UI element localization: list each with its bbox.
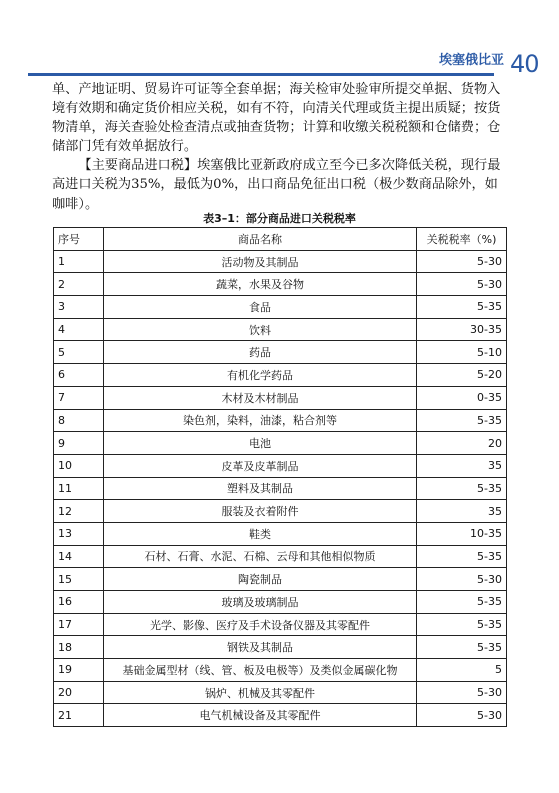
row-commodity: 服装及衣着附件	[104, 500, 417, 523]
table-row	[54, 545, 507, 568]
row-number: 17	[54, 613, 104, 636]
row-number: 6	[54, 364, 104, 387]
row-rate: 5-30	[417, 704, 507, 727]
row-rate: 5-30	[417, 250, 507, 273]
row-rate: 0-35	[417, 386, 507, 409]
row-rate: 5-35	[417, 296, 507, 319]
row-commodity: 食品	[104, 296, 417, 319]
table-header-row	[54, 228, 507, 251]
row-commodity: 木材及木材制品	[104, 386, 417, 409]
paragraph-import-tax: 【主要商品进口税】埃塞俄比亚新政府成立至今已多次降低关税，现行最高进口关税为35%，最低为0%，出口商品免征出口税（极少数商品除外，如咖啡）。	[52, 158, 501, 212]
row-number: 14	[54, 545, 104, 568]
row-commodity: 有机化学药品	[104, 364, 417, 387]
row-rate: 5	[417, 659, 507, 682]
header-country-name: 埃塞俄比亚	[438, 53, 504, 68]
row-number: 1	[54, 250, 104, 273]
row-commodity: 基础金属型材（线、管、板及电极等）及类似金属碳化物	[104, 659, 417, 682]
row-commodity: 光学、影像、医疗及手术设备仪器及其零配件	[104, 613, 417, 636]
row-number: 16	[54, 591, 104, 614]
table-row	[54, 522, 507, 545]
table-row	[54, 273, 507, 296]
row-rate: 35	[417, 500, 507, 523]
row-commodity: 钢铁及其制品	[104, 636, 417, 659]
row-number: 2	[54, 273, 104, 296]
table-row	[54, 250, 507, 273]
table-row	[54, 341, 507, 364]
row-commodity: 鞋类	[104, 522, 417, 545]
page-number: 40	[510, 50, 539, 78]
table-row	[54, 681, 507, 704]
row-number: 11	[54, 477, 104, 500]
row-commodity: 塑料及其制品	[104, 477, 417, 500]
table-row	[54, 318, 507, 341]
row-number: 21	[54, 704, 104, 727]
row-rate: 5-35	[417, 409, 507, 432]
row-number: 7	[54, 386, 104, 409]
row-commodity: 蔬菜，水果及谷物	[104, 273, 417, 296]
row-rate: 35	[417, 454, 507, 477]
row-rate: 10-35	[417, 522, 507, 545]
row-commodity: 电池	[104, 432, 417, 455]
row-commodity: 电气机械设备及其零配件	[104, 704, 417, 727]
header-rate: 关税税率（%)	[417, 228, 507, 251]
table-row	[54, 409, 507, 432]
row-number: 10	[54, 454, 104, 477]
row-number: 15	[54, 568, 104, 591]
row-rate: 5-30	[417, 273, 507, 296]
header-no: 序号	[54, 228, 104, 251]
table-row	[54, 568, 507, 591]
table-row	[54, 477, 507, 500]
row-rate: 5-35	[417, 613, 507, 636]
row-rate: 5-20	[417, 364, 507, 387]
table-row	[54, 613, 507, 636]
row-rate: 30-35	[417, 318, 507, 341]
table-title: 表3–1：部分商品进口关税税率	[203, 212, 356, 225]
table-row	[54, 500, 507, 523]
table-row	[54, 364, 507, 387]
table-row	[54, 432, 507, 455]
row-number: 18	[54, 636, 104, 659]
table-row	[54, 454, 507, 477]
table-row	[54, 386, 507, 409]
row-commodity: 玻璃及玻璃制品	[104, 591, 417, 614]
row-number: 9	[54, 432, 104, 455]
table-row	[54, 704, 507, 727]
row-rate: 5-30	[417, 681, 507, 704]
row-number: 8	[54, 409, 104, 432]
row-number: 4	[54, 318, 104, 341]
row-commodity: 陶瓷制品	[104, 568, 417, 591]
row-number: 5	[54, 341, 104, 364]
row-rate: 20	[417, 432, 507, 455]
row-rate: 5-35	[417, 545, 507, 568]
row-commodity: 石材、石膏、水泥、石棉、云母和其他相似物质	[104, 545, 417, 568]
header-rule	[28, 73, 494, 76]
body-text	[52, 80, 506, 214]
row-commodity: 药品	[104, 341, 417, 364]
row-number: 3	[54, 296, 104, 319]
row-rate: 5-30	[417, 568, 507, 591]
row-commodity: 皮革及皮革制品	[104, 454, 417, 477]
table-row	[54, 591, 507, 614]
tariff-table	[53, 227, 507, 727]
row-rate: 5-35	[417, 477, 507, 500]
row-commodity: 锅炉、机械及其零配件	[104, 681, 417, 704]
row-number: 13	[54, 522, 104, 545]
row-number: 12	[54, 500, 104, 523]
row-number: 19	[54, 659, 104, 682]
row-commodity: 饮料	[104, 318, 417, 341]
row-number: 20	[54, 681, 104, 704]
table-row	[54, 296, 507, 319]
row-rate: 5-35	[417, 636, 507, 659]
row-commodity: 活动物及其制品	[104, 250, 417, 273]
table-row	[54, 636, 507, 659]
row-rate: 5-35	[417, 591, 507, 614]
row-commodity: 染色剂，染料，油漆，粘合剂等	[104, 409, 417, 432]
paragraph-continued: 单、产地证明、贸易许可证等全套单据；海关检审处验审所提交单据、货物入境有效期和确定货价相应关税，如有不符，向清关代理或货主提出质疑；按货物清单，海关查验处检查清点或抽查货物；计算和收缴关税税额和仓储费；仓储部门凭有效单据放行。	[52, 82, 501, 155]
header-name: 商品名称	[104, 228, 417, 251]
table-row	[54, 659, 507, 682]
row-rate: 5-10	[417, 341, 507, 364]
